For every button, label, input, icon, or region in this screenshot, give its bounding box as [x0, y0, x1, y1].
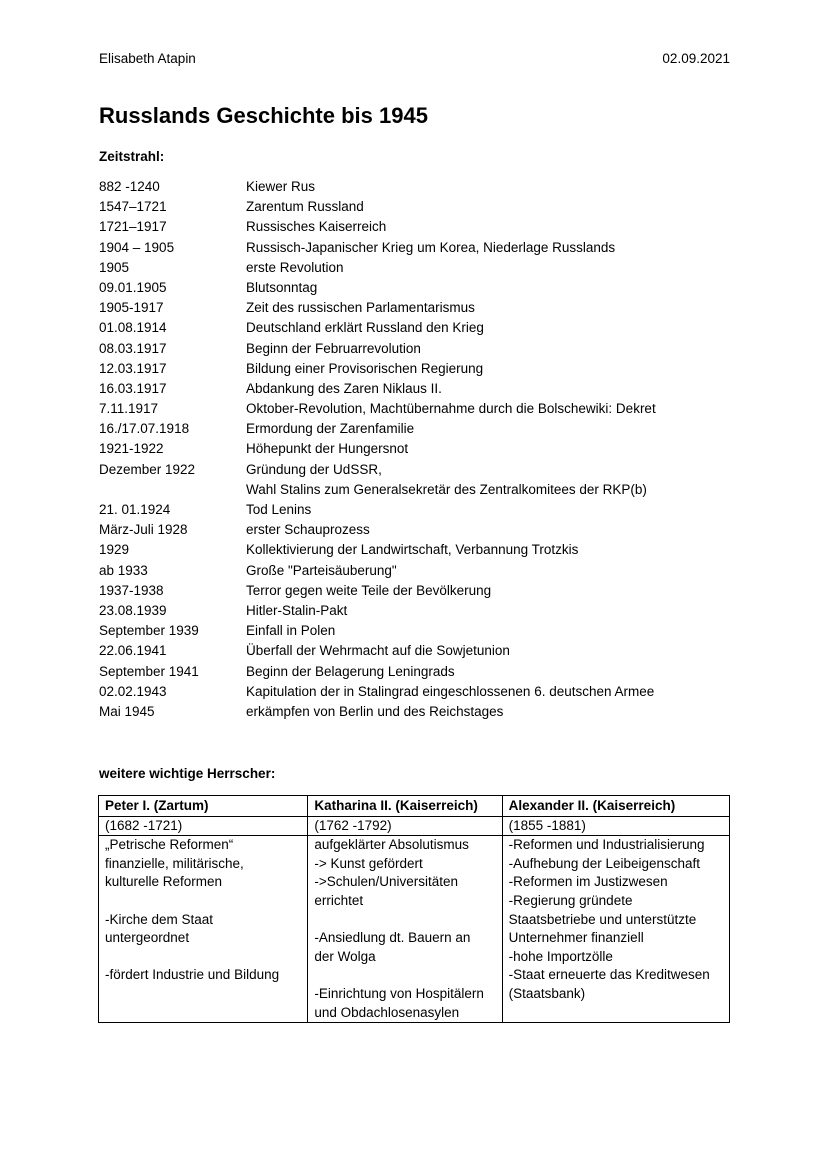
timeline-date: 1929 — [99, 542, 130, 558]
timeline-row — [99, 439, 739, 459]
timeline-row — [99, 359, 739, 379]
timeline-event: Ermordung der Zarenfamilie — [246, 421, 415, 437]
timeline-event: Tod Lenins — [246, 502, 312, 517]
timeline-event: Wahl Stalins zum Generalsekretär des Zentralkomitees der RKP(b) — [246, 481, 647, 497]
timeline-date: Dezember 1922 — [99, 461, 196, 477]
ruler-detail-line: kulturelle Reformen — [105, 874, 223, 890]
ruler-detail-line: Staatsbetriebe und unterstützte — [508, 911, 697, 927]
timeline-event: Kollektivierung der Landwirtschaft, Verbannung Trotzkis — [246, 542, 579, 558]
timeline-row — [99, 238, 739, 258]
rulers-details-row — [99, 836, 730, 1023]
timeline-event: Russisches Kaiserreich — [246, 219, 387, 235]
timeline-date: 1905-1917 — [99, 300, 164, 316]
timeline-date: 12.03.1917 — [99, 360, 167, 376]
timeline-date: 7.11.1917 — [99, 401, 159, 417]
timeline-row — [99, 419, 739, 439]
timeline-event: Russisch-Japanischer Krieg um Korea, Niederlage Russlands — [246, 239, 616, 255]
timeline-event: Terror gegen weite Teile der Bevölkerung — [246, 582, 492, 598]
timeline-event: Oktober-Revolution, Machtübernahme durch die Bolschewiki: Dekret — [246, 401, 656, 417]
timeline-event: Deutschland erklärt Russland den Krieg — [246, 320, 484, 336]
timeline-date: 1547–1721 — [99, 199, 167, 215]
timeline-date: 08.03.1917 — [99, 340, 167, 356]
timeline-event: Blutsonntag — [246, 279, 318, 295]
rulers-header-row — [99, 796, 730, 817]
ruler-period-alexander: (1855 -1881) — [502, 816, 729, 836]
ruler-detail-line: -> Kunst gefördert — [314, 855, 423, 871]
timeline-event: Gründung der UdSSR, — [246, 461, 382, 477]
timeline-date: 16./17.07.1918 — [99, 421, 190, 437]
rulers-table — [98, 795, 730, 1023]
ruler-detail-line: „Petrische Reformen“ — [105, 837, 234, 853]
timeline-row — [99, 641, 739, 661]
timeline-date: 1904 – 1905 — [99, 239, 175, 255]
author-name: Elisabeth Atapin — [99, 51, 196, 66]
ruler-detail-line: -Reformen im Justizwesen — [508, 874, 668, 890]
ruler-period-peter: (1682 -1721) — [99, 816, 308, 836]
timeline-label: Zeitstrahl: — [99, 149, 165, 164]
ruler-name-peter: Peter I. (Zartum) — [99, 796, 308, 817]
timeline — [99, 177, 739, 722]
timeline-event: Beginn der Belagerung Leningrads — [246, 663, 455, 679]
timeline-date: Mai 1945 — [99, 703, 155, 719]
timeline-row — [99, 177, 739, 197]
timeline-date: September 1939 — [99, 623, 199, 639]
timeline-date: März-Juli 1928 — [99, 522, 188, 538]
ruler-period-katharina: (1762 -1792) — [308, 816, 502, 836]
timeline-row — [99, 662, 739, 682]
timeline-row — [99, 298, 739, 318]
ruler-detail-line — [314, 911, 495, 930]
timeline-event: erste Revolution — [246, 259, 344, 275]
ruler-detail-line: Unternehmer finanziell — [508, 930, 644, 946]
timeline-row — [99, 217, 739, 237]
timeline-date: 1921-1922 — [99, 441, 164, 457]
timeline-row — [99, 318, 739, 338]
timeline-row — [99, 197, 739, 217]
document-date: 02.09.2021 — [662, 51, 730, 66]
timeline-row — [99, 480, 739, 500]
timeline-event: Zarentum Russland — [246, 199, 364, 215]
timeline-event: Überfall der Wehrmacht auf die Sowjetunion — [246, 643, 510, 659]
ruler-detail-line — [105, 948, 301, 967]
timeline-event: Große "Parteisäuberung" — [246, 562, 397, 578]
timeline-date: 22.06.1941 — [99, 643, 167, 659]
timeline-event: erster Schauprozess — [246, 522, 370, 538]
ruler-details-peter — [99, 836, 308, 1023]
timeline-row — [99, 278, 739, 298]
ruler-detail-line: -Kirche dem Staat — [105, 911, 214, 927]
ruler-detail-line: finanzielle, militärische, — [105, 855, 244, 871]
ruler-detail-line: -Einrichtung von Hospitälern — [314, 985, 484, 1001]
ruler-detail-line: -Staat erneuerte das Kreditwesen — [508, 967, 710, 983]
timeline-date: 23.08.1939 — [99, 602, 167, 618]
timeline-date: 16.03.1917 — [99, 380, 167, 396]
timeline-date: 1721–1917 — [99, 219, 167, 235]
timeline-date: 1937-1938 — [99, 582, 164, 598]
ruler-detail-line: -fördert Industrie und Bildung — [105, 967, 280, 983]
timeline-row — [99, 460, 739, 480]
ruler-detail-line: -hohe Importzölle — [508, 948, 613, 964]
timeline-event: Höhepunkt der Hungersnot — [246, 441, 409, 457]
ruler-detail-line: (Staatsbank) — [508, 985, 586, 1001]
timeline-event: Kapitulation der in Stalingrad eingeschlossenen 6. deutschen Armee — [246, 683, 655, 699]
ruler-detail-line: und Obdachlosenasylen — [314, 1004, 460, 1020]
ruler-detail-line: -Regierung gründete — [508, 892, 633, 908]
ruler-detail-line: errichtet — [314, 892, 364, 908]
page-title: Russlands Geschichte bis 1945 — [99, 103, 428, 128]
timeline-row — [99, 581, 739, 601]
timeline-row — [99, 561, 739, 581]
timeline-event: Zeit des russischen Parlamentarismus — [246, 300, 475, 316]
ruler-details-alexander — [502, 836, 729, 1023]
timeline-row — [99, 399, 739, 419]
rulers-label: weitere wichtige Herrscher: — [99, 766, 276, 781]
timeline-event: Abdankung des Zaren Niklaus II. — [246, 380, 442, 396]
timeline-event: Einfall in Polen — [246, 623, 336, 639]
timeline-row — [99, 500, 739, 520]
timeline-row — [99, 540, 739, 560]
timeline-date: 09.01.1905 — [99, 279, 167, 295]
timeline-event: Kiewer Rus — [246, 179, 316, 194]
timeline-row — [99, 702, 739, 722]
timeline-row — [99, 379, 739, 399]
timeline-date: 02.02.1943 — [99, 683, 167, 699]
ruler-detail-line: untergeordnet — [105, 930, 190, 946]
timeline-row — [99, 520, 739, 540]
timeline-event: erkämpfen von Berlin und des Reichstages — [246, 703, 504, 719]
ruler-details-katharina — [308, 836, 502, 1023]
timeline-row — [99, 621, 739, 641]
timeline-row — [99, 682, 739, 702]
ruler-detail-line: -Aufhebung der Leibeigenschaft — [508, 855, 701, 871]
ruler-detail-line: ->Schulen/Universitäten — [314, 874, 459, 890]
ruler-detail-line: -Ansiedlung dt. Bauern an — [314, 930, 471, 946]
timeline-row — [99, 601, 739, 621]
timeline-date: 01.08.1914 — [99, 320, 167, 336]
timeline-row — [99, 258, 739, 278]
timeline-date: September 1941 — [99, 663, 199, 679]
ruler-detail-line: aufgeklärter Absolutismus — [314, 837, 469, 853]
timeline-date: 1905 — [99, 259, 130, 275]
ruler-detail-line: -Reformen und Industrialisierung — [508, 837, 705, 853]
timeline-date: ab 1933 — [99, 562, 148, 578]
timeline-event: Beginn der Februarrevolution — [246, 340, 421, 356]
timeline-row — [99, 339, 739, 359]
timeline-date: 882 -1240 — [99, 179, 160, 194]
timeline-event: Hitler-Stalin-Pakt — [246, 602, 348, 618]
rulers-period-row — [99, 816, 730, 836]
ruler-detail-line — [314, 966, 495, 985]
timeline-date: 21. 01.1924 — [99, 502, 171, 517]
ruler-detail-line — [105, 892, 301, 911]
ruler-detail-line: der Wolga — [314, 948, 376, 964]
ruler-name-alexander: Alexander II. (Kaiserreich) — [502, 796, 729, 817]
timeline-event: Bildung einer Provisorischen Regierung — [246, 360, 484, 376]
ruler-name-katharina: Katharina II. (Kaiserreich) — [308, 796, 502, 817]
